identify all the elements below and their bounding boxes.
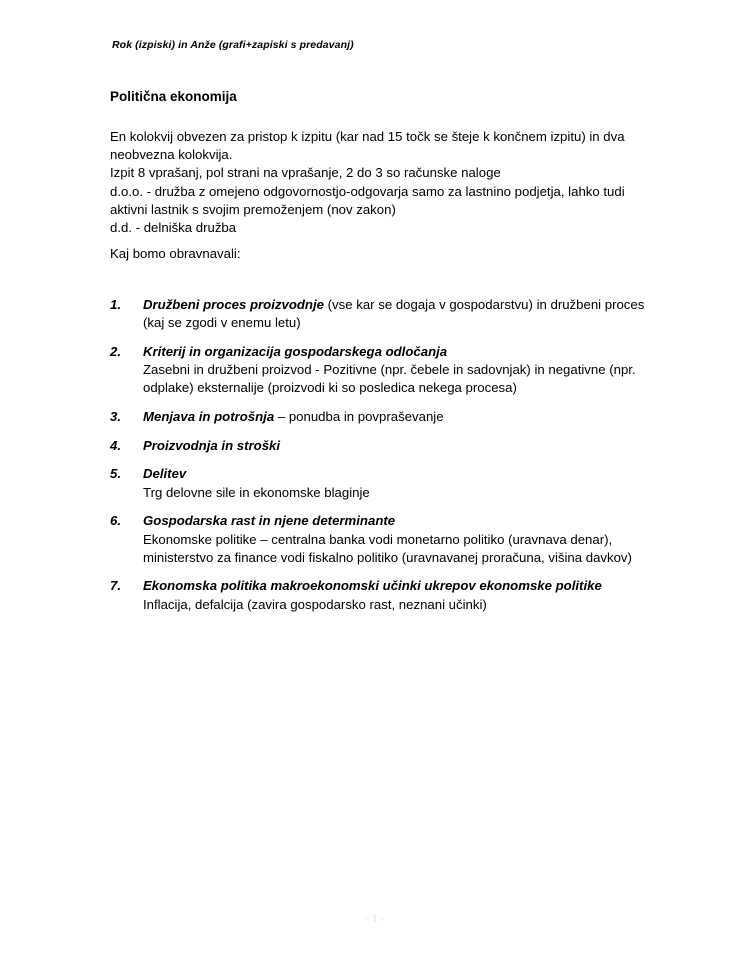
list-item-description: Zasebni in družbeni proizvod - Pozitivne (npr. čebele in sadovnjak) in negativne (npr. odplake) eksternalije (proizvodi ki so posledica nekega procesa) [143,362,636,396]
list-item-description: Ekonomske politike – centralna banka vodi monetarno politiko (uravnava denar), ministerstvo za finance vodi fiskalno politiko (uravnavanej proračuna, višina davkov) [143,531,632,565]
running-header: Rok (izpiski) in Anže (grafi+zapiski s predavanj) [112,39,354,51]
company-line-3: d.d. - delniška družba [110,220,237,236]
list-item-inline-text: – ponudba in povpraševanje [274,409,444,425]
topics-intro-text: Kaj bomo obravnavali: [110,246,241,261]
list-item-number: 3. [110,409,121,425]
list-item-title: Proizvodnja in stroški [143,437,281,453]
company-line-1: d.o.o. - družba z omejeno odgovornostjo-odgovarja samo za lastnino podjetja, lahko tudi [110,184,625,199]
list-item-inline-text: (vse kar se dogaja v gospodarstvu) in družbeni proces (kaj se zgodi v enemu letu) [143,297,645,331]
topics-intro [110,245,240,263]
page-content [110,38,645,612]
list-item [110,408,650,426]
page-title: Politična ekonomija [110,89,237,104]
list-item-title: Gospodarska rast in njene determinante [143,513,396,529]
list-item-title: Delitev [143,466,187,482]
list-item-number: 1. [110,297,121,312]
list-item-description: Trg delovne sile in ekonomske blaginje [143,484,370,500]
topics-list [110,296,650,614]
list-item-description: Inflacija, defalcija (zavira gospodarsko rast, neznani učinki) [143,596,487,612]
intro-paragraph [110,128,625,183]
intro-line-2: neobvezna kolokvija. [110,147,233,163]
page-number-footer: - 1 - [365,913,385,925]
list-item-title: Kriterij in organizacija gospodarskega odločanja [143,343,448,359]
list-item [110,465,650,501]
list-item-number: 5. [110,466,121,482]
list-item [110,343,650,398]
list-item [110,512,650,567]
list-item-number: 6. [110,513,121,529]
list-item-title: Menjava in potrošnja [143,409,275,425]
list-item [110,296,650,332]
company-types-paragraph [110,183,625,238]
list-item [110,437,650,455]
intro-line-1: En kolokvij obvezen za pristop k izpitu (kar nad 15 točk se šteje k končnem izpitu) in dva [110,129,625,144]
list-item-number: 2. [110,343,121,359]
list-item-title: Ekonomska politika makroekonomski učinki ukrepov ekonomske politike [143,578,602,594]
list-item-number: 4. [110,437,121,453]
list-item-title: Družbeni proces proizvodnje [143,297,324,312]
company-line-2: aktivni lastnik s svojim premoženjem (nov zakon) [110,202,396,218]
list-item-number: 7. [110,578,121,594]
intro-line-3: Izpit 8 vprašanj, pol strani na vprašanje, 2 do 3 so računske naloge [110,165,501,181]
list-item [110,577,650,613]
